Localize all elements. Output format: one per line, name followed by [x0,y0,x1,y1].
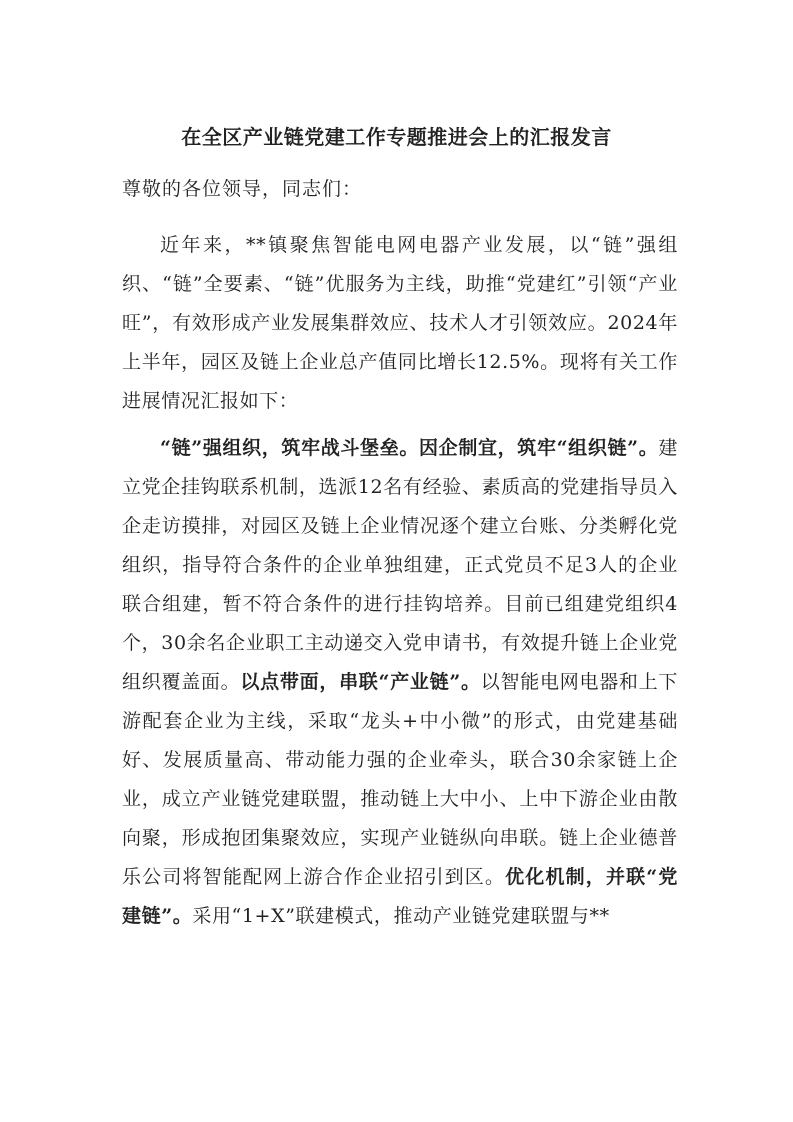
document-title: 在全区产业链党建工作专题推进会上的汇报发言 [181,125,612,149]
item-1-title: 因企制宜，筑牢“组织链”。 [419,437,659,459]
section-heading: “链”强组织，筑牢战斗堡垒。 [160,437,420,459]
salutation: 尊敬的各位领导，同志们： [122,178,363,200]
item-1-text: 建立党企挂钩联系机制，选派12名有经验、素质高的党建指导员入企走访摸排，对园区及链上企业情况逐个建立台账、分类孵化党组织，指导符合条件的企业单独组建，正式党员不足3人的企业联合组建，暂不符合条件的进行挂钩培养。目前已组建党组织4个，30余名企业职工主动递交入党申请书，有效提升链上企业党组织覆盖面。 [122,437,678,693]
intro-paragraph-text: 近年来，**镇聚焦智能电网电器产业发展，以“链”强组织、“链”全要素、“链”优服务为主线，助推“党建红”引领“产业旺”，有效形成产业发展集群效应、技术人才引领效应。2024年上半年，园区及链上企业总产值同比增长12.5%。现将有关工作进展情况汇报如下： [122,234,678,412]
section-paragraph [122,429,678,936]
section-paragraph-text [122,429,678,936]
item-2-title: 以点带面，串联“产业链”。 [240,671,481,693]
item-2-text: 以智能电网电器和上下游配套企业为主线，采取“龙头+中小微”的形式，由党建基础好、发展质量高、带动能力强的企业牵头，联合30余家链上企业，成立产业链党建联盟，推动链上大中小、上中下游企业由散向聚，形成抱团集聚效应，实现产业链纵向串联。链上企业德普乐公司将智能配网上游合作企业招引到区。 [122,671,678,888]
item-3-title: 优化机制，并联“党建链”。 [122,866,678,927]
item-3-text: 采用“1+X”联建模式，推动产业链党建联盟与** [192,905,610,927]
intro-paragraph [122,226,678,421]
